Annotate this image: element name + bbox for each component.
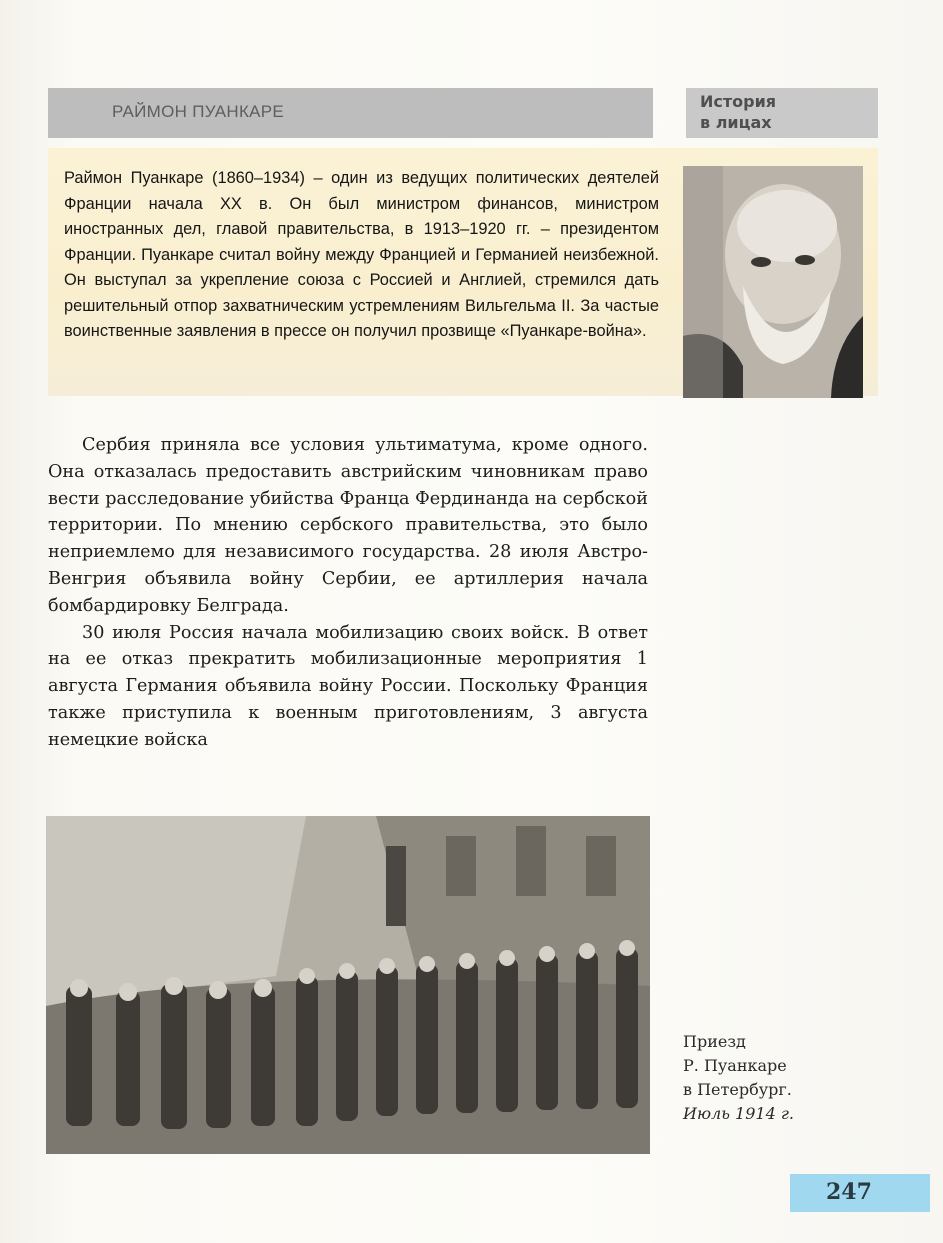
series-label-line1: История bbox=[700, 92, 777, 111]
portrait-drawing bbox=[683, 166, 863, 398]
section-header-bar bbox=[48, 88, 653, 138]
main-text bbox=[48, 432, 648, 754]
biography-text: Раймон Пуанкаре (1860–1934) – один из ведущих политических деятелей Франции начала XX в. Он был министром финансов, министром иностранных дел, главой правительства, в 1913–1920 гг. – президентом Франции. Пуанкаре считал войну между Францией и Германией неизбежной. Он выступал за укрепление союза с Россией и Англией, стремился дать решительный отпор захватническим устремлениям Вильгельма II. За частые воинственные заявления в прессе он получил прозвище «Пуанкаре-война». bbox=[64, 169, 659, 340]
section-title: РАЙМОН ПУАНКАРЕ bbox=[112, 102, 285, 121]
caption-line3: в Петербург. bbox=[683, 1080, 792, 1099]
paragraph-2: 30 июля Россия начала мобилизацию своих войск. В ответ на ее отказ прекратить мобилизационные мероприятия 1 августа Германия объявила войну России. Поскольку Франция также приступила к военным приготовлениям, 3 августа немецкие войска bbox=[48, 622, 648, 750]
paragraph-1: Сербия приняла все условия ультиматума, кроме одного. Она отказалась предоставить австрийским чиновникам право вести расследование убийства Франца Фердинанда на сербской территории. По мнению сербского правительства, это было неприемлемо для независимого государства. 28 июля Австро-Венгрия объявила войну Сербии, ее артиллерия начала бомбардировку Белграда. bbox=[48, 435, 648, 616]
caption-date: Июль 1914 г. bbox=[683, 1104, 794, 1123]
series-label bbox=[700, 91, 870, 133]
series-label-box bbox=[686, 88, 878, 138]
caption-line2: Р. Пуанкаре bbox=[683, 1056, 787, 1075]
caption-line1: Приезд bbox=[683, 1032, 746, 1051]
historical-photo bbox=[46, 816, 650, 1154]
page-number: 247 bbox=[826, 1179, 872, 1205]
page-number-box bbox=[790, 1174, 930, 1212]
series-label-line2: в лицах bbox=[700, 113, 772, 132]
historical-photo-drawing bbox=[46, 816, 650, 1154]
photo-caption bbox=[683, 1030, 873, 1126]
portrait-photo bbox=[683, 166, 863, 398]
